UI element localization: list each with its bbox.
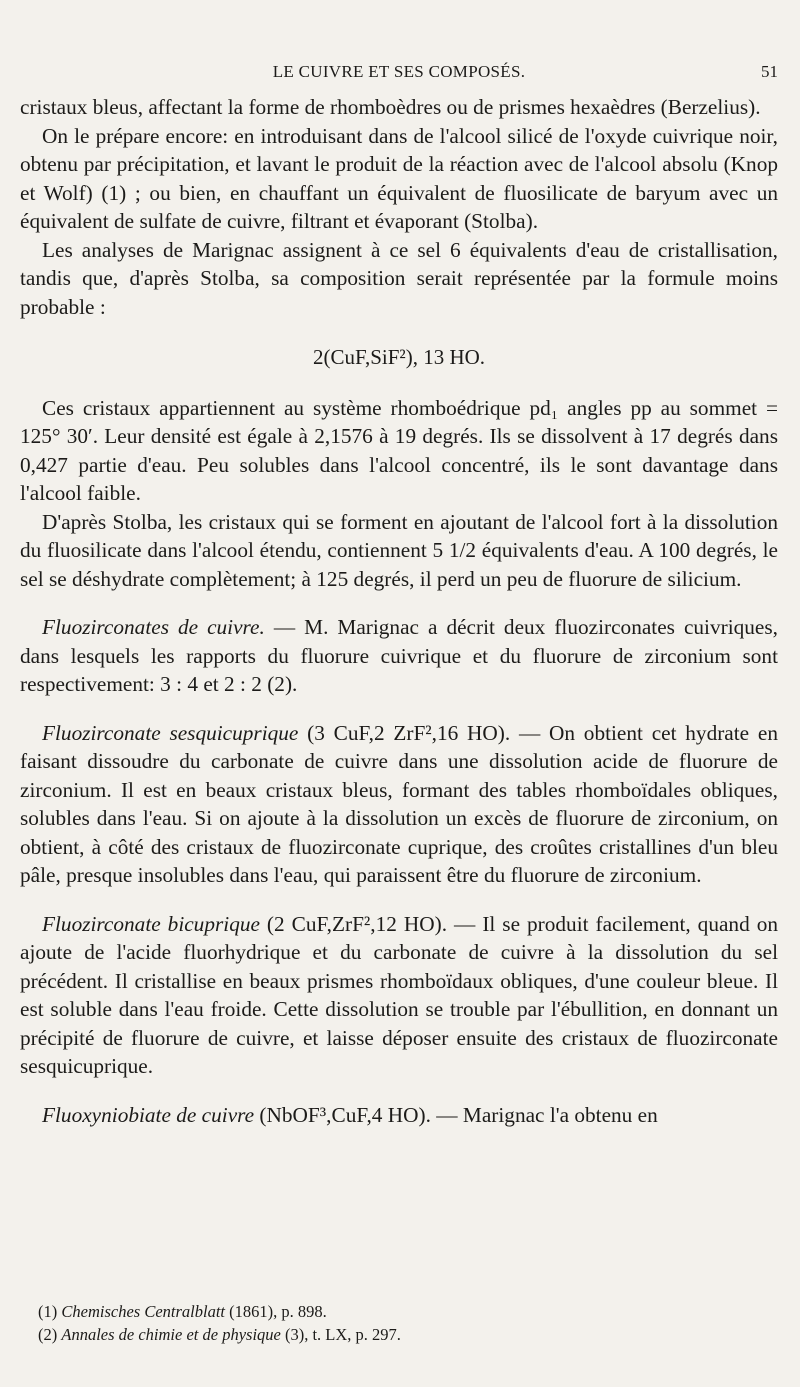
footnote-title: Chemisches Centralblatt — [61, 1302, 225, 1321]
footnote-mark: (2) — [38, 1325, 58, 1344]
chemical-formula: 2(CuF,SiF²), 13 HO. — [312, 345, 486, 369]
page-body — [20, 93, 778, 1129]
section-text: (NbOF³,CuF,4 HO). — Marignac l'a obtenu en — [254, 1102, 658, 1127]
footnote — [38, 1323, 778, 1346]
footnote-mark: (1) — [38, 1302, 58, 1321]
section-text: (3 CuF,2 ZrF²,16 HO). — On obtient cet hydrate en faisant dissoudre du carbonate de cuivre dans une dissolution acide de fluorure de zirconium. Il est en beaux cristaux bleus, formant des tables rhomboïdales obliques, solubles dans l'eau. Si on ajoute à la dissolution un excès de fluorure de zirconium, on obtient, à côté des cristaux de fluozirconate cuprique, des croûtes cristallines d'un bleu pâle, presque insolubles dans l'eau, qui paraissent être du fluorure de zirconium. — [20, 720, 778, 887]
running-title: LE CUIVRE ET SES COMPOSÉS. — [272, 62, 526, 81]
paragraph: Ces cristaux appartiennent au système rhomboédrique pd₁ angles pp au sommet = 125° 30′. Leur densité est égale à 2,1576 à 19 degrés. Ils se dissolvent à 17 degrés dans 0,427 partie d'eau. Peu solubles dans l'alcool concentré, ils le sont davantage dans l'alcool faible. — [20, 395, 778, 505]
footnotes — [38, 1300, 778, 1346]
section-fluozirconates — [20, 613, 778, 699]
paragraph: Les analyses de Marignac assignent à ce sel 6 équivalents d'eau de cristallisation, tandis que, d'après Stolba, sa composition serait représentée par la formule moins probable : — [20, 237, 778, 319]
section-heading: Fluoxyniobiate de cuivre — [42, 1102, 255, 1127]
footnote-rest: (1861), p. 898. — [225, 1302, 327, 1321]
section-heading: Fluozirconate sesquicuprique — [42, 720, 299, 745]
section-bicuprique — [20, 910, 778, 1081]
footnote-title: Annales de chimie et de physique — [61, 1325, 281, 1344]
paragraph: D'après Stolba, les cristaux qui se forment en ajoutant de l'alcool fort à la dissolution du fluosilicate dans l'alcool étendu, contiennent 5 1/2 équivalents d'eau. A 100 degrés, le sel se déshydrate complètement; à 125 degrés, il perd un peu de fluorure de silicium. — [20, 509, 778, 591]
section-heading: Fluozirconates de cuivre. — [42, 615, 265, 639]
footnote-rest: (3), t. LX, p. 297. — [280, 1325, 401, 1344]
page-header — [20, 60, 778, 88]
paragraph: On le prépare encore: en introduisant dans de l'alcool silicé de l'oxyde cuivrique noir, obtenu par précipitation, et lavant le produit de la réaction avec de l'alcool absolu (Knop et Wolf) (1) ; ou bien, en chauffant un équivalent de fluosilicate de baryum avec un équivalent de sulfate de cuivre, filtrant et évaporant (Stolba). — [20, 123, 778, 233]
page-number: 51 — [761, 62, 778, 81]
section-heading: Fluozirconate bicuprique — [42, 911, 260, 936]
footnote — [38, 1300, 778, 1323]
paragraph: cristaux bleus, affectant la forme de rhomboèdres ou de prismes hexaèdres (Berzelius). — [20, 95, 761, 119]
section-text: (2 CuF,ZrF²,12 HO). — Il se produit facilement, quand on ajoute de l'acide fluorhydrique et du carbonate de cuivre à la dissolution du sel précédent. Il cristallise en beaux prismes rhomboïdaux obliques, d'une couleur bleue. Il est soluble dans l'eau froide. Cette dissolution se trouble par l'ébullition, en donnant un précipité de fluorure de cuivre, et laisse déposer ensuite des cristaux de fluozirconate sesquicuprique. — [20, 911, 778, 1078]
section-fluoxyniobiate — [20, 1101, 778, 1130]
section-sesquicuprique — [20, 719, 778, 890]
section-text: — M. Marignac a décrit deux fluozirconates cuivriques, dans lesquels les rapports du fluorure cuivrique et du fluorure de zirconium sont respectivement: 3 : 4 et 2 : 2 (2). — [20, 615, 778, 696]
